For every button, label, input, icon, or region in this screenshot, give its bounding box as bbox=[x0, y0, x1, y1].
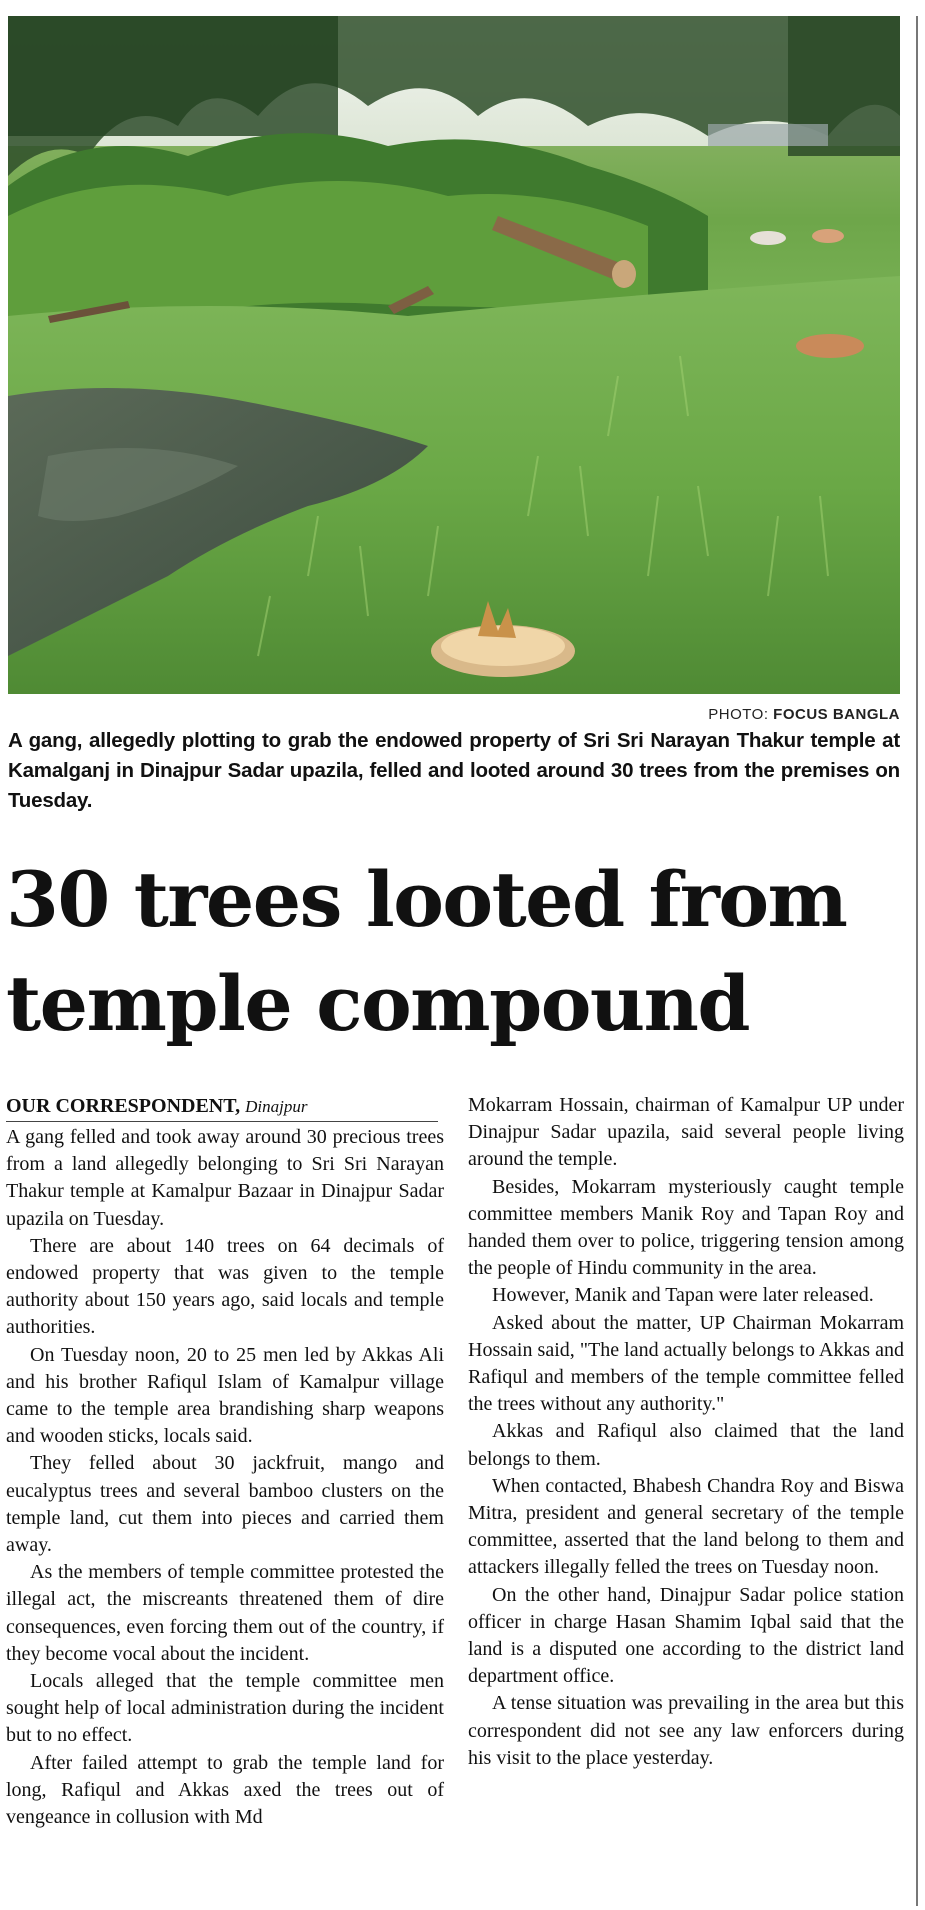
photo-credit-source: FOCUS BANGLA bbox=[773, 706, 900, 723]
article-column-right bbox=[468, 1092, 904, 1772]
paragraph: A tense situation was prevailing in the area but this correspondent did not see any law enforcers during his visit to the place yesterday. bbox=[468, 1692, 904, 1769]
photo-credit bbox=[708, 706, 900, 723]
photo-credit-label: PHOTO: bbox=[708, 706, 769, 723]
column-rule bbox=[916, 16, 918, 1906]
paragraph: Locals alleged that the temple committee men sought help of local administration during the incident but to no effect. bbox=[6, 1670, 444, 1747]
paragraph: Akkas and Rafiqul also claimed that the land belongs to them. bbox=[468, 1420, 904, 1470]
felled-trees-photo-icon bbox=[8, 16, 900, 694]
paragraph: Mokarram Hossain, chairman of Kamalpur UP under Dinajpur Sadar upazila, said several people living around the temple. bbox=[468, 1094, 904, 1171]
paragraph: When contacted, Bhabesh Chandra Roy and Biswa Mitra, president and general secretary of the temple committee, asserted that the land belong to them and attackers illegally felled the trees on Tuesday noon. bbox=[468, 1474, 904, 1579]
photo-caption: A gang, allegedly plotting to grab the endowed property of Sri Sri Narayan Thakur temple at Kamalganj in Dinajpur Sadar upazila, felled and looted around 30 trees from the premises on Tuesday. bbox=[8, 729, 900, 812]
article-column-left bbox=[6, 1124, 444, 1831]
paragraph: On the other hand, Dinajpur Sadar police station officer in charge Hasan Shamim Iqbal said that the land is a disputed one according to the district land department office. bbox=[468, 1583, 904, 1688]
paragraph: They felled about 30 jackfruit, mango and eucalyptus trees and several bamboo clusters on the temple land, cut them into pieces and carried them away. bbox=[6, 1452, 444, 1557]
paragraph: Besides, Mokarram mysteriously caught temple committee members Manik Roy and Tapan Roy and handed them over to police, triggering tension among the people of Hindu community in the area. bbox=[468, 1175, 904, 1280]
paragraph: After failed attempt to grab the temple land for long, Rafiqul and Akkas axed the trees out of vengeance in collusion with Md bbox=[6, 1751, 444, 1829]
paragraph: However, Manik and Tapan were later released. bbox=[492, 1284, 874, 1307]
news-photo bbox=[8, 16, 900, 694]
byline bbox=[6, 1094, 438, 1122]
headline-line-2: temple compound bbox=[6, 959, 750, 1048]
byline-author: OUR CORRESPONDENT, bbox=[6, 1095, 241, 1117]
paragraph: On Tuesday noon, 20 to 25 men led by Akkas Ali and his brother Rafiqul Islam of Kamalpur village came to the temple area brandishing sharp weapons and wooden sticks, locals said. bbox=[6, 1343, 444, 1448]
paragraph: There are about 140 trees on 64 decimals of endowed property that was given to the temple authority about 150 years ago, said locals and temple authorities. bbox=[6, 1234, 444, 1339]
headline-line-1: 30 trees looted from bbox=[6, 855, 847, 944]
paragraph: A gang felled and took away around 30 precious trees from a land allegedly belonging to Sri Sri Narayan Thakur temple at Kamalpur Bazaar in Dinajpur Sadar upazila on Tuesday. bbox=[6, 1126, 444, 1230]
byline-location: Dinajpur bbox=[245, 1097, 308, 1116]
page-title bbox=[6, 848, 906, 1056]
paragraph: As the members of temple committee protested the illegal act, the miscreants threatened them of dire consequences, even forcing them out of the country, if they become vocal about the incident. bbox=[6, 1561, 444, 1665]
paragraph: Asked about the matter, UP Chairman Mokarram Hossain said, "The land actually belongs to Akkas and Rafiqul and members of the temple committee felled the trees without any authority." bbox=[468, 1311, 904, 1416]
